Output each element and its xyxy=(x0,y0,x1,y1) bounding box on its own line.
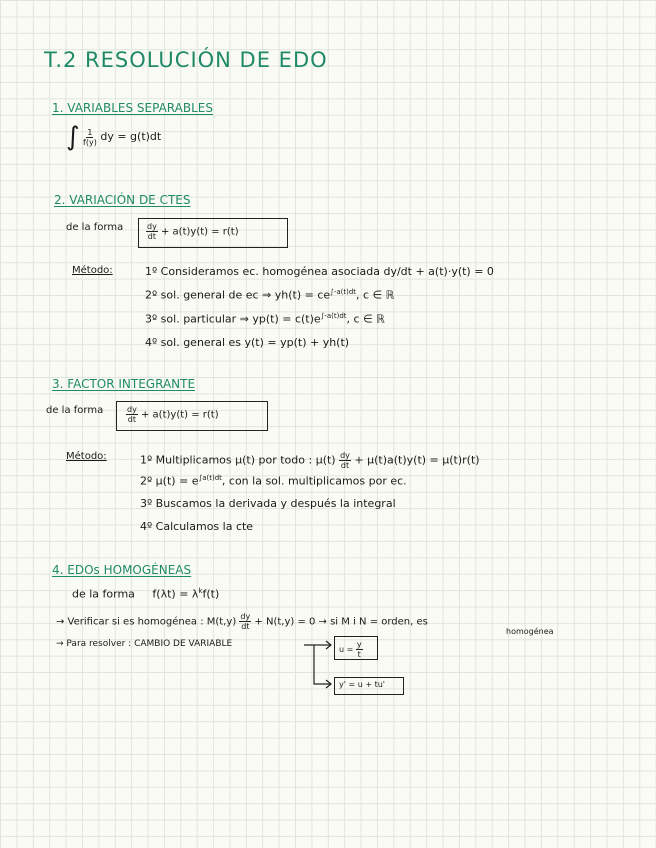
step-2: 2º $\mu(t) = e^{\int a(t)dt}$, con la sol. multiplicamos por ec. xyxy=(140,474,407,488)
change-box-1-text: u = $\frac{y}{t}$ xyxy=(339,640,362,659)
form-label: de la forma xyxy=(46,405,104,416)
page-title: T.2 RESOLUCIÓN DE EDO xyxy=(44,48,328,72)
homog-note: homogénea xyxy=(506,627,554,636)
step-4: 4º sol. general es y(t) = yp(t) + yh(t) xyxy=(145,336,350,349)
fraction: $\frac{1}{f(y)}$ xyxy=(83,127,97,147)
change-box-2-text: y' = u + tu' xyxy=(339,680,385,689)
homog-def: de la forma $f(\lambda t) = \lambda^kf(t)$ xyxy=(72,587,220,601)
boxed-equation-text: $\frac{dy}{dt}$ + a(t)y(t) = r(t) xyxy=(147,222,239,241)
method-label: Método: xyxy=(66,451,107,462)
form-label: de la forma xyxy=(66,222,124,233)
section-heading-1: 1. VARIABLES SEPARABLES xyxy=(52,101,213,115)
section-heading-2: 2. VARIACIÓN DE CTES xyxy=(54,193,191,207)
step-1: 1º Multiplicamos μ(t) por todo : μ(t) $\frac{dy}{dt}$ + μ(t)a(t)y(t) = μ(t)r(t) xyxy=(140,451,480,470)
step-3: 3º sol. particular ⇒ $yp(t) = c(t)e^{\int-a(t)dt}$, c ∈ ℝ xyxy=(145,312,385,326)
homog-verify: → Verificar si es homogénea : M(t,y) $\frac{dy}{dt}$ + N(t,y) = 0 → si M i N = orden, es xyxy=(56,612,428,631)
section-heading-3: 3. FACTOR INTEGRANTE xyxy=(52,377,196,391)
integral-symbol: ∫ xyxy=(66,122,80,152)
step-3: 3º Buscamos la derivada y después la integral xyxy=(140,497,396,510)
method-label: Método: xyxy=(72,265,113,276)
step-1: 1º Consideramos ec. homogénea asociada dy/dt + a(t)·y(t) = 0 xyxy=(145,265,494,278)
step-4: 4º Calculamos la cte xyxy=(140,520,254,533)
boxed-equation-text: $\frac{dy}{dt}$ + a(t)y(t) = r(t) xyxy=(127,405,219,424)
formula-separable: ∫ $\frac{1}{f(y)}$ dy = g(t)dt xyxy=(66,122,162,152)
section-heading-4: 4. EDOs HOMOGÉNEAS xyxy=(52,563,192,577)
homog-resolve: → Para resolver : CAMBIO DE VARIABLE xyxy=(56,639,233,649)
step-2: 2º sol. general de ec ⇒ $yh(t) = ce^{\int-a(t)dt}$, c ∈ ℝ xyxy=(145,288,395,302)
